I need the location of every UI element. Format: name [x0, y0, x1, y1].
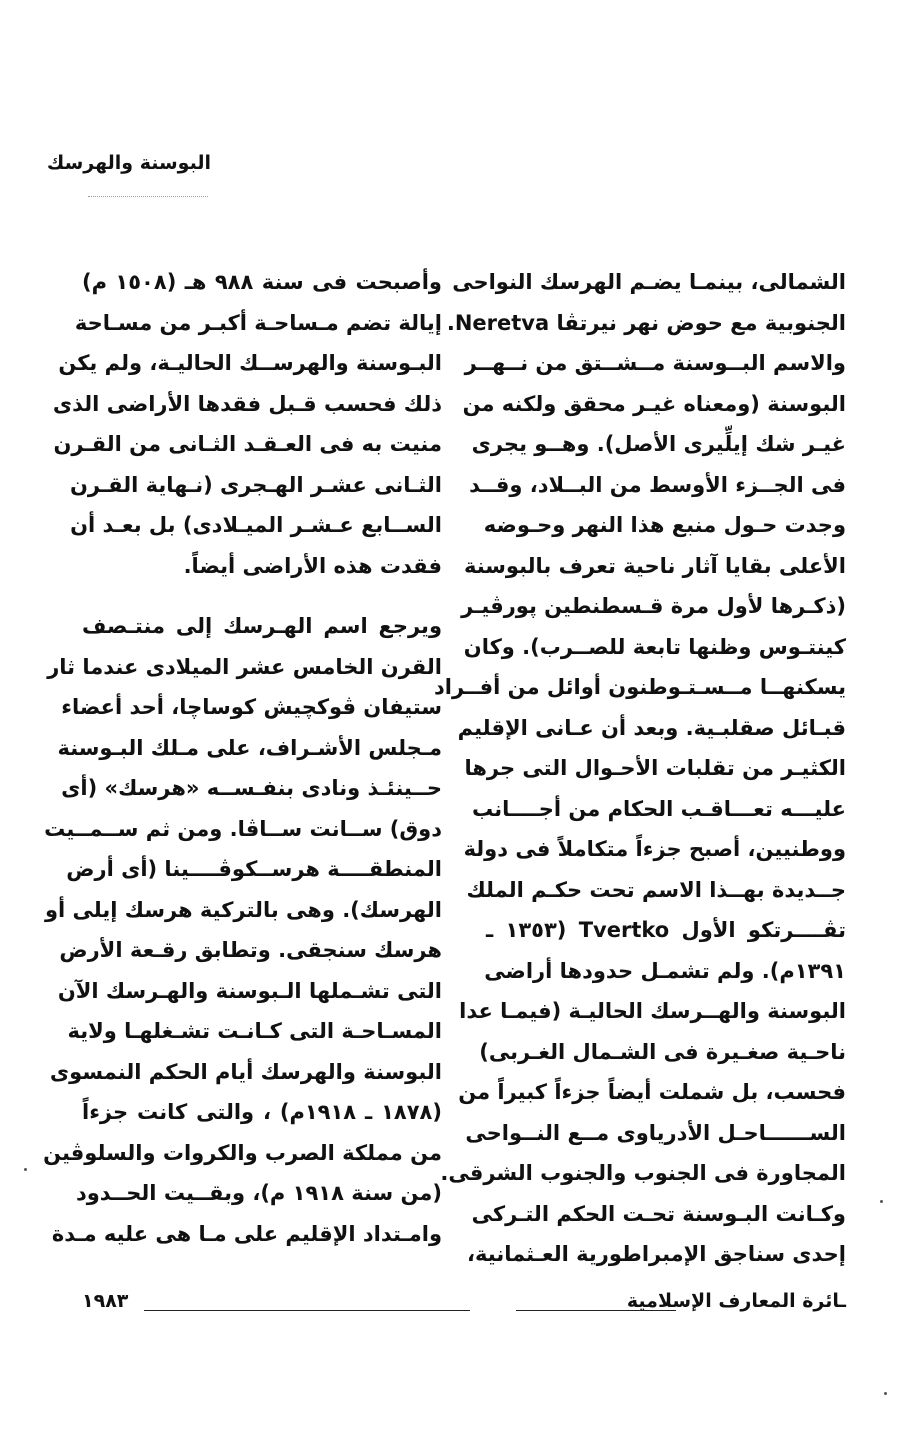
text-line: فحسب، بل شملت أيضاً جزءاً كبيراً من — [458, 1080, 846, 1104]
footer-rule-left — [144, 1310, 470, 1311]
journal-title: ـائرة المعارف الإسلامية — [626, 1290, 846, 1312]
scan-speck — [24, 1168, 27, 1171]
text-line: الســــــاحـل الأدرياوى مــع النــواحى — [465, 1120, 846, 1145]
paragraph-gap — [82, 586, 442, 606]
text-line: إيالة تضم مـساحـة أكبـر من مسـاحة — [74, 310, 442, 335]
text-line: وامـتداد الإقليم على مـا هى عليه مـدة — [51, 1221, 442, 1246]
text-line: الأعلى بقايا آثار ناحية تعرف بالبوسنة — [463, 553, 846, 578]
text-line: المنطقــــة هرســكوڤــــينا (أى أرض — [66, 857, 442, 881]
text-line: حــينئـذ ونادى بنفـســه «هرسك» (أى — [61, 776, 442, 800]
text-line: الثـانى عشـر الهـجرى (نـهاية القـرن — [69, 472, 442, 497]
paragraph-2 — [43, 606, 442, 1254]
text-line: البوسنة والهــرسك الحاليـة (فيمـا عدا — [459, 999, 846, 1023]
text-line: فى الجــزء الأوسط من البــلاد، وقــد — [469, 472, 846, 497]
text-line: إحدى سناجق الإمبراطورية العـثمانية، — [467, 1242, 846, 1266]
text-line: قبـائل صقلبـية. وبعد أن عـانى الإقليم — [457, 715, 846, 740]
text-line: مـجلس الأشـراف، على مـلك البـوسنة — [57, 735, 442, 760]
text-line: المسـاحـة التى كـانـت تشـغلهـا ولاية — [67, 1019, 442, 1043]
header-dotted-rule — [88, 196, 208, 197]
text-line: هرسك سنجقى. وتطابق رقـعة الأرض — [59, 938, 442, 962]
text-line: ويرجع اسم الهـرسك إلى منتـصف — [82, 614, 442, 638]
text-line: (ذكـرها لأول مرة قـسطنطين پورڤيـر — [461, 594, 846, 618]
scan-speck — [880, 1200, 883, 1203]
text-line: الهرسك). وهى بالتركية هرسك إيلى أو — [44, 897, 442, 922]
text-line: ذلك فحسب قـبل فقدها الأراضى الذى — [52, 391, 442, 416]
text-line: الشمالى، بينمـا يضـم الهرسك النواحى — [452, 270, 846, 294]
text-line: من مملكة الصرب والكروات والسلوڤين — [43, 1140, 442, 1165]
right-text-column — [434, 262, 846, 1275]
text-line: المجاورة فى الجنوب والجنوب الشرقى. — [440, 1161, 846, 1185]
footer-rule-right — [516, 1310, 676, 1311]
paragraph-1 — [52, 262, 442, 586]
text-line: البوسنة (ومعناه غيـر محقق ولكنه من — [462, 391, 846, 416]
text-line: والاسم البــوسنة مــشــتق من نــهــر — [464, 351, 846, 375]
text-line: ستيفان ڤوكچيش كوساچا، أحد أعضاء — [61, 695, 442, 719]
text-line: تڤــــرتكو الأول Tvertko (١٣٥٣ ـ — [486, 918, 846, 942]
text-line: (١٨٧٨ ـ ١٩١٨م) ، والتى كانت جزءاً — [82, 1100, 442, 1124]
text-line: البـوسنة والهرســك الحاليـة، ولم يكن — [58, 351, 442, 375]
text-line: القرن الخامس عشر الميلادى عندما ثار — [47, 654, 442, 679]
text-line: وجدت حـول منبع هذا النهر وحـوضه — [483, 513, 846, 537]
page-footer — [82, 1290, 846, 1320]
text-line: كينتـوس وظنها تابعة للصــرب). وكان — [463, 634, 846, 659]
text-line: جــديدة بهــذا الاسم تحت حكـم الملك — [466, 877, 846, 902]
text-line: ١٣٩١م). ولم تشمـل حدودها أراضى — [484, 958, 846, 983]
text-line: دوق) ســانت ســاڤا. ومن ثم ســمــيت — [44, 816, 442, 841]
text-line: وكـانت البـوسنة تحـت الحكم التـركى — [471, 1201, 846, 1226]
text-line: الكثيـر من تقلبات الأحـوال التى جرها — [464, 756, 846, 780]
left-text-column — [43, 262, 442, 1254]
text-line: غيـر شك إيلِّيرى الأصل). وهــو يجرى — [471, 432, 846, 456]
text-line: الســابع عـشـر الميـلادى) بل بعـد أن — [70, 513, 442, 537]
page-number: ١٩٨٣ — [82, 1290, 129, 1312]
text-line: (من سنة ١٩١٨ م)، وبقــيت الحــدود — [75, 1181, 442, 1205]
text-line: منيت به فى العـقـد الثـانى من القـرن — [53, 432, 442, 456]
scan-speck — [884, 1392, 887, 1395]
running-title: البوسنة والهرسك — [46, 152, 211, 174]
text-line: التى تشـملها الـبوسنة والهـرسك الآن — [57, 978, 442, 1003]
text-line: يسكنهــا مــسـتـوطنون أوائل من أفــراد — [434, 675, 846, 699]
text-line: وأصبحت فى سنة ٩٨٨ هـ (١٥٠٨ م) — [82, 270, 442, 294]
text-line: البوسنة والهرسك أيام الحكم النمسوى — [49, 1059, 442, 1084]
text-line: ووطنيين، أصبح جزءاً متكاملاً فى دولة — [463, 837, 846, 861]
text-line: الجنوبية مع حوض نهر نيرتڤا Neretva. — [446, 310, 846, 335]
text-line: عليـــه تعـــاقـب الحكام من أجــــانب — [472, 796, 846, 821]
text-line: فقدت هذه الأراضى أيضاً. — [183, 553, 442, 578]
text-line: ناحـية صغـيرة فى الشـمال الغـربى) — [479, 1039, 846, 1064]
